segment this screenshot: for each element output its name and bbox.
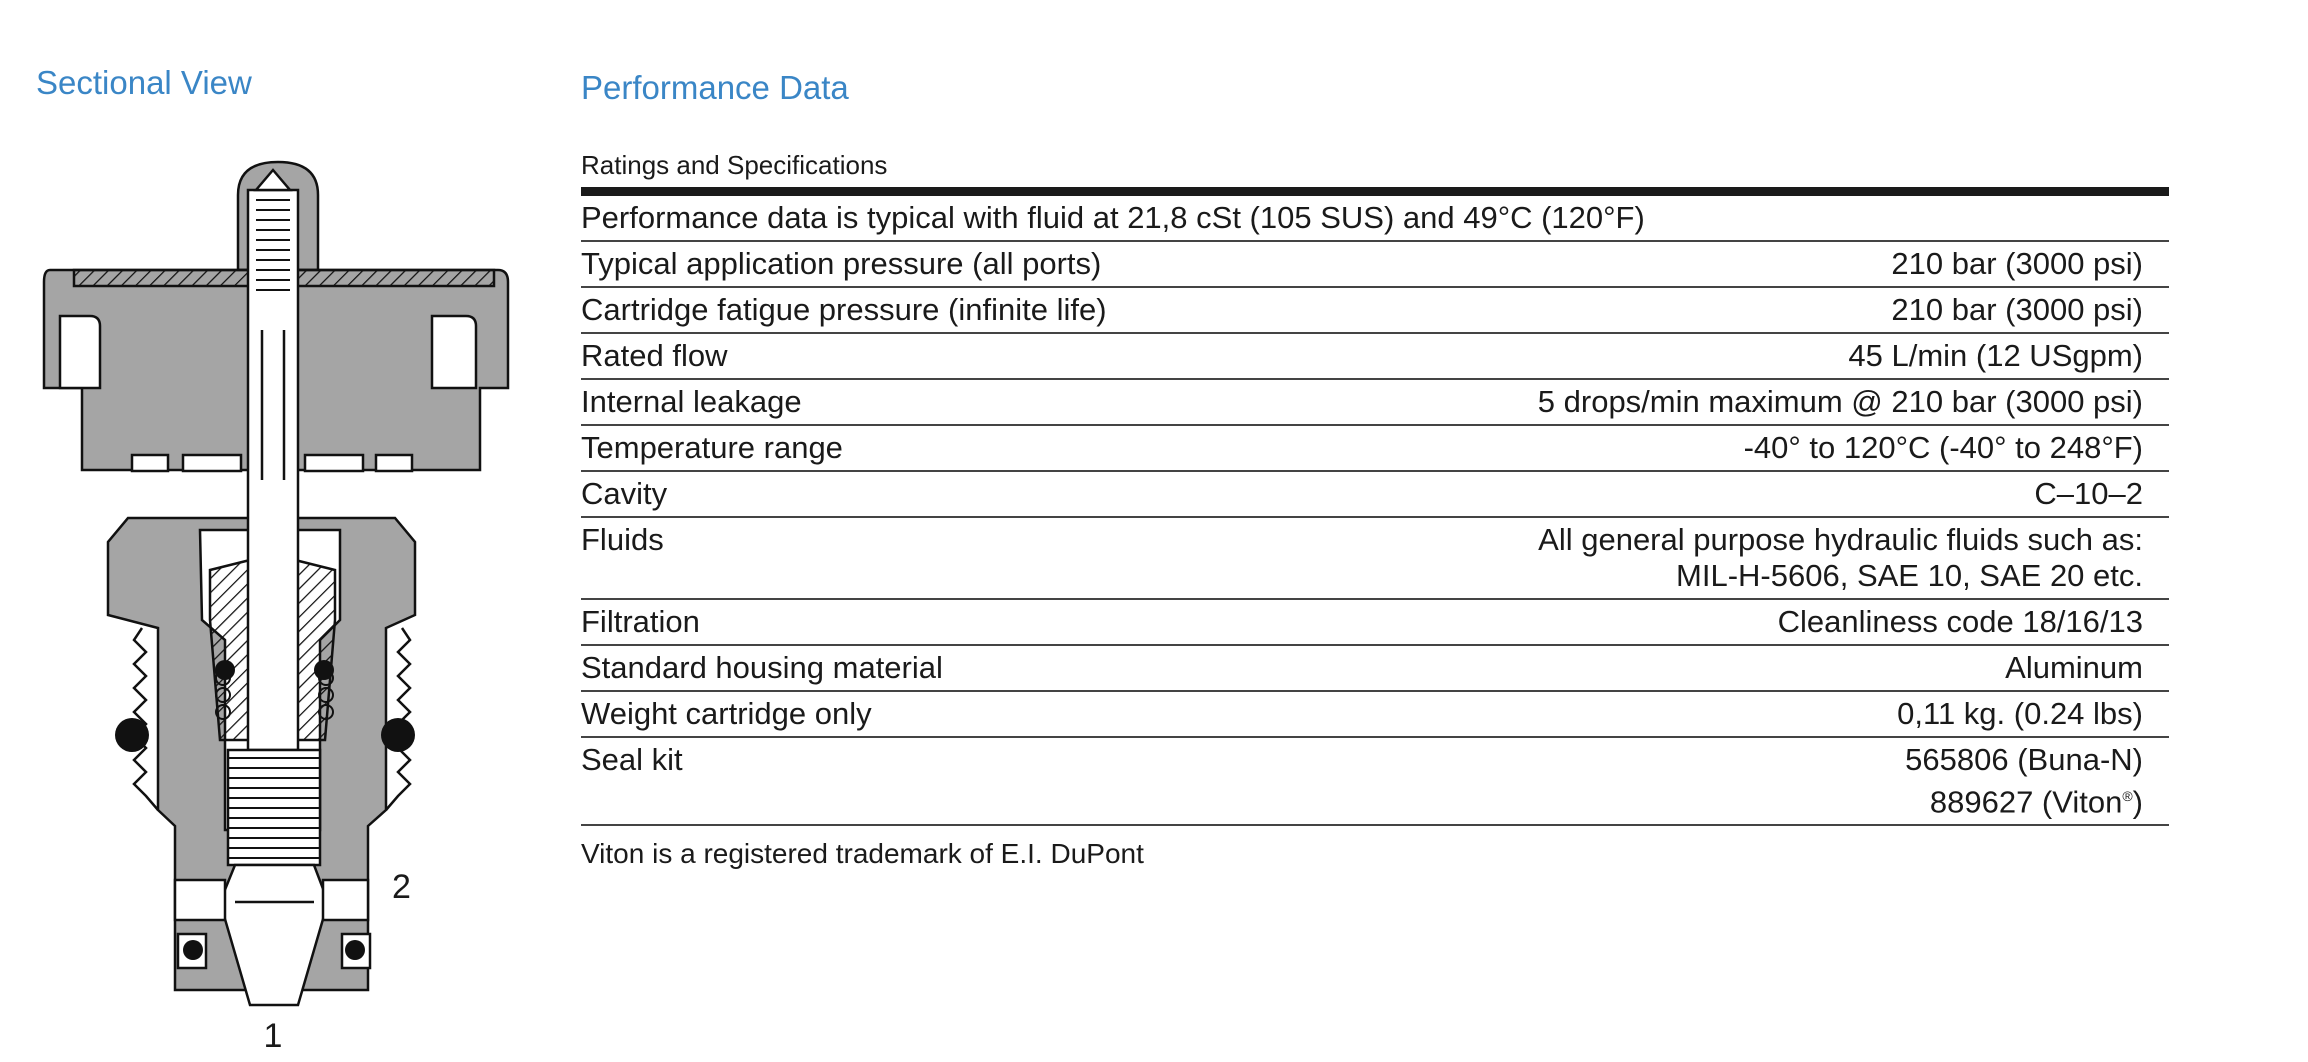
row-label: Fluids <box>581 522 664 557</box>
intro-text: Performance data is typical with fluid at 21,8 cSt (105 SUS) and 49°C (120°F) <box>581 200 1645 235</box>
row-label: Rated flow <box>581 338 728 373</box>
row-label: Filtration <box>581 604 700 639</box>
row-value <box>1101 246 2143 282</box>
row-value-line <box>723 778 2143 820</box>
row-value <box>700 604 2143 640</box>
row-value-text: C–10–2 <box>2034 476 2143 511</box>
port-2-label: 2 <box>392 868 411 906</box>
row-value <box>664 522 2143 594</box>
table-row <box>581 426 2169 472</box>
registered-mark: ® <box>2122 788 2133 804</box>
row-value-line <box>740 604 2143 640</box>
row-label: Seal kit <box>581 742 683 777</box>
valve-sectional-diagram <box>30 150 530 1055</box>
row-value-line <box>704 522 2143 558</box>
row-value-text: 210 bar (3000 psi) <box>1891 246 2143 281</box>
row-value-text: -40° to 120°C (-40° to 248°F) <box>1743 430 2143 465</box>
ratings-specifications-table <box>581 150 2169 870</box>
table-title: Ratings and Specifications <box>581 150 888 180</box>
sectional-view-title: Sectional View <box>36 64 252 101</box>
performance-data-title: Performance Data <box>581 69 849 106</box>
table-row <box>581 692 2169 738</box>
port-1-label: 1 <box>263 1017 283 1055</box>
row-value <box>843 430 2143 466</box>
table-row <box>581 334 2169 380</box>
row-value-line <box>842 384 2143 420</box>
table-row <box>581 646 2169 692</box>
row-value <box>1107 292 2143 328</box>
row-value-line <box>723 742 2143 778</box>
row-value-text: Cleanliness code 18/16/13 <box>1777 604 2143 639</box>
row-value-line <box>767 338 2143 374</box>
row-value <box>667 476 2143 512</box>
row-value-text: 45 L/min (12 USgpm) <box>1848 338 2143 373</box>
row-value-line <box>1147 292 2143 328</box>
row-value-text: 889627 (Viton <box>1929 784 2123 820</box>
row-value-text: 565806 (Buna-N) <box>1905 742 2143 777</box>
intro-row <box>581 196 2169 242</box>
row-value-line <box>1141 246 2143 282</box>
table-row <box>581 288 2169 334</box>
footnote: Viton is a registered trademark of E.I. DuPont <box>581 838 1144 870</box>
row-value <box>872 696 2143 732</box>
row-value-text: 0,11 kg. (0.24 lbs) <box>1897 696 2143 731</box>
row-label: Typical application pressure (all ports) <box>581 246 1102 281</box>
row-value-text: 5 drops/min maximum @ 210 bar (3000 psi) <box>1537 384 2143 419</box>
table-row <box>581 380 2169 426</box>
row-value-line <box>883 430 2143 466</box>
row-value <box>802 384 2143 420</box>
row-value <box>683 742 2143 820</box>
row-value-line <box>707 476 2143 512</box>
table-row <box>581 242 2169 288</box>
row-value <box>727 338 2143 374</box>
row-value <box>943 650 2143 686</box>
row-label: Temperature range <box>581 430 843 465</box>
table-title-rule <box>581 187 2169 196</box>
row-label: Cavity <box>581 476 668 511</box>
row-value-line <box>912 696 2143 732</box>
row-value-suffix: ) <box>2132 784 2143 820</box>
table-row <box>581 600 2169 646</box>
row-value-line <box>983 650 2143 686</box>
row-value-text: MIL-H-5606, SAE 10, SAE 20 etc. <box>1676 558 2143 593</box>
row-value-text: Aluminum <box>2005 650 2143 685</box>
row-label: Weight cartridge only <box>581 696 872 731</box>
row-label: Internal leakage <box>581 384 802 419</box>
table-row <box>581 738 2169 826</box>
row-label: Standard housing material <box>581 650 943 685</box>
row-value-text: All general purpose hydraulic fluids such as: <box>1538 522 2143 557</box>
row-value-line <box>704 558 2143 594</box>
row-label: Cartridge fatigue pressure (infinite life) <box>581 292 1107 327</box>
table-row <box>581 472 2169 518</box>
row-value-text: 210 bar (3000 psi) <box>1891 292 2143 327</box>
table-row <box>581 518 2169 600</box>
